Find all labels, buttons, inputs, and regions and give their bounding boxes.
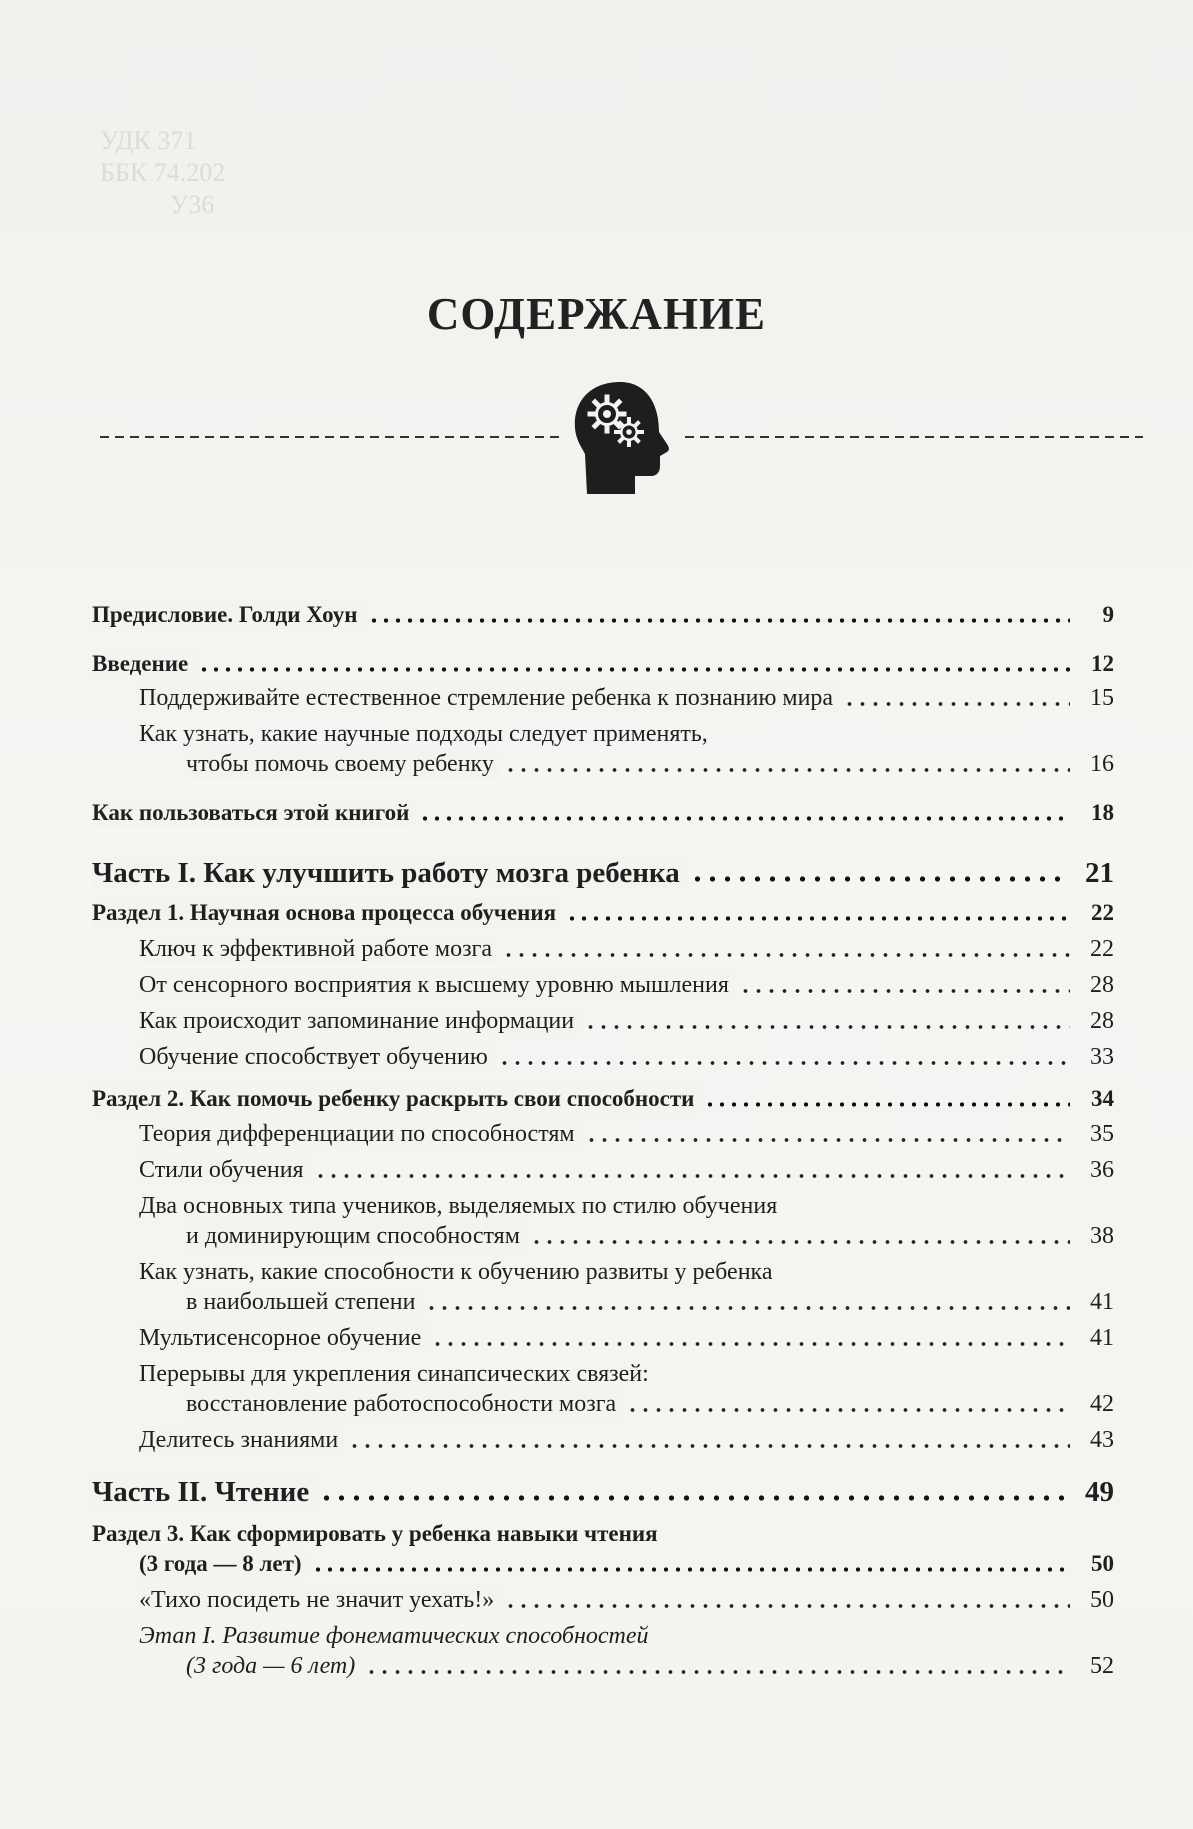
page-number: 21	[1085, 857, 1114, 889]
toc-part-entry[interactable]	[92, 856, 1114, 890]
entry-title: Часть II. Чтение	[92, 1475, 315, 1509]
page-number: 9	[1102, 602, 1114, 627]
dot-leader	[504, 768, 1070, 772]
page-number: 28	[1090, 1008, 1114, 1034]
bleed-line: У36	[170, 190, 215, 219]
page-number: 35	[1090, 1121, 1114, 1147]
entry-continuation	[92, 749, 1114, 779]
entry-title: чтобы помочь своему ребенку	[186, 749, 500, 779]
entry-continuation	[92, 1651, 1114, 1681]
page-number: 50	[1090, 1587, 1114, 1613]
toc-entry[interactable]	[92, 1425, 1114, 1455]
toc-entry[interactable]	[92, 1359, 1114, 1419]
page-number: 36	[1090, 1157, 1114, 1183]
entry-title: в наибольшей степени	[186, 1287, 421, 1317]
dot-leader	[431, 1342, 1070, 1346]
page-title: СОДЕРЖАНИЕ	[426, 289, 767, 339]
dot-leader	[348, 1444, 1070, 1448]
toc-entry[interactable]	[92, 1621, 1114, 1681]
toc-entry[interactable]	[92, 1323, 1114, 1353]
toc-entry[interactable]	[92, 970, 1114, 1000]
entry-title: Раздел 2. Как помочь ребенку раскрыть свои способности	[92, 1084, 700, 1114]
entry-title-line: Как узнать, какие способности к обучению развиты у ребенка	[139, 1259, 773, 1285]
entry-continuation	[92, 1389, 1114, 1419]
dot-leader	[626, 1408, 1070, 1412]
entry-title: Ключ к эффективной работе мозга	[139, 934, 498, 964]
dot-leader	[419, 816, 1070, 821]
dot-leader	[425, 1306, 1070, 1310]
toc-entry[interactable]	[92, 649, 1114, 679]
dot-leader	[368, 618, 1070, 623]
page-number: 42	[1090, 1391, 1114, 1417]
dot-leader	[843, 702, 1070, 706]
dot-leader	[530, 1240, 1070, 1244]
entry-title: Теория дифференциации по способностям	[139, 1119, 581, 1149]
entry-title: Введение	[92, 649, 194, 679]
bleedthrough-text	[100, 125, 225, 221]
entry-title: Как пользоваться этой книгой	[92, 798, 415, 828]
entry-continuation	[92, 1549, 1114, 1579]
entry-title-line: Этап I. Развитие фонематических способностей	[139, 1623, 649, 1649]
toc-entry[interactable]	[92, 898, 1114, 928]
page-number: 28	[1090, 972, 1114, 998]
entry-title: Делитесь знаниями	[139, 1425, 344, 1455]
page-number: 33	[1090, 1044, 1114, 1070]
dot-leader	[498, 1061, 1070, 1065]
entry-title: Предисловие. Голди Хоун	[92, 600, 364, 630]
bleed-line: УДК 371	[100, 126, 197, 155]
dot-leader	[312, 1567, 1070, 1572]
entry-title-line: Два основных типа учеников, выделяемых по стилю обучения	[139, 1193, 778, 1219]
page-number: 16	[1090, 751, 1114, 777]
dot-leader	[198, 667, 1070, 672]
page-number: 34	[1091, 1086, 1114, 1111]
toc-entry[interactable]	[92, 934, 1114, 964]
entry-continuation	[92, 1221, 1114, 1251]
entry-title: Стили обучения	[139, 1155, 310, 1185]
toc-entry[interactable]	[92, 719, 1114, 779]
toc-entry[interactable]	[92, 1084, 1114, 1114]
dot-leader	[739, 989, 1070, 993]
entry-title: восстановление работоспособности мозга	[186, 1389, 622, 1419]
toc-entry[interactable]	[92, 1519, 1114, 1579]
dot-leader	[314, 1174, 1070, 1178]
entry-title: Обучение способствует обучению	[139, 1042, 494, 1072]
toc-entry[interactable]	[92, 1006, 1114, 1036]
page-number: 18	[1091, 800, 1114, 825]
table-of-contents	[92, 600, 1114, 1681]
page-number: 52	[1090, 1653, 1114, 1679]
dot-leader	[584, 1025, 1070, 1029]
toc-entry[interactable]	[92, 1585, 1114, 1615]
dot-leader	[566, 916, 1070, 921]
toc-entry[interactable]	[92, 1119, 1114, 1149]
page-number: 38	[1090, 1223, 1114, 1249]
toc-part-entry[interactable]	[92, 1475, 1114, 1509]
page-number: 41	[1090, 1325, 1114, 1351]
dot-leader	[690, 876, 1070, 882]
entry-title: Раздел 1. Научная основа процесса обучения	[92, 898, 562, 928]
entry-title: Мультисенсорное обучение	[139, 1323, 427, 1353]
page-number: 15	[1090, 685, 1114, 711]
page-number: 49	[1085, 1476, 1114, 1508]
page-number: 12	[1091, 651, 1114, 676]
dot-leader	[502, 953, 1070, 957]
bleed-line: ББК 74.202	[100, 158, 226, 187]
page-number: 41	[1090, 1289, 1114, 1315]
toc-entry[interactable]	[92, 1155, 1114, 1185]
entry-title: От сенсорного восприятия к высшему уровню мышления	[139, 970, 735, 1000]
entry-title: и доминирующим способностям	[186, 1221, 526, 1251]
page-number: 22	[1090, 936, 1114, 962]
toc-entry[interactable]	[92, 600, 1114, 630]
entry-title: (3 года — 8 лет)	[139, 1549, 308, 1579]
page-number: 50	[1091, 1551, 1114, 1576]
entry-title-line: Перерывы для укрепления синапсических связей:	[139, 1361, 649, 1387]
page-number: 22	[1091, 900, 1114, 925]
entry-title: Как происходит запоминание информации	[139, 1006, 580, 1036]
entry-title-line: Раздел 3. Как сформировать у ребенка навыки чтения	[92, 1521, 658, 1546]
dot-leader	[504, 1604, 1070, 1608]
toc-entry[interactable]	[92, 683, 1114, 713]
page-number: 43	[1090, 1427, 1114, 1453]
head-with-gears-icon	[565, 378, 680, 496]
entry-title: «Тихо посидеть не значит уехать!»	[139, 1585, 500, 1615]
dot-leader	[585, 1138, 1070, 1142]
toc-entry[interactable]	[92, 1042, 1114, 1072]
dot-leader	[319, 1495, 1070, 1501]
entry-title: (3 года — 6 лет)	[186, 1651, 361, 1681]
toc-entry[interactable]	[92, 798, 1114, 828]
dot-leader	[704, 1102, 1070, 1107]
toc-entry[interactable]	[92, 1191, 1114, 1251]
entry-continuation	[92, 1287, 1114, 1317]
toc-entry[interactable]	[92, 1257, 1114, 1317]
entry-title: Поддерживайте естественное стремление ребенка к познанию мира	[139, 683, 839, 713]
entry-title: Часть I. Как улучшить работу мозга ребенка	[92, 856, 686, 890]
entry-title-line: Как узнать, какие научные подходы следует применять,	[139, 721, 708, 747]
dot-leader	[365, 1670, 1070, 1674]
